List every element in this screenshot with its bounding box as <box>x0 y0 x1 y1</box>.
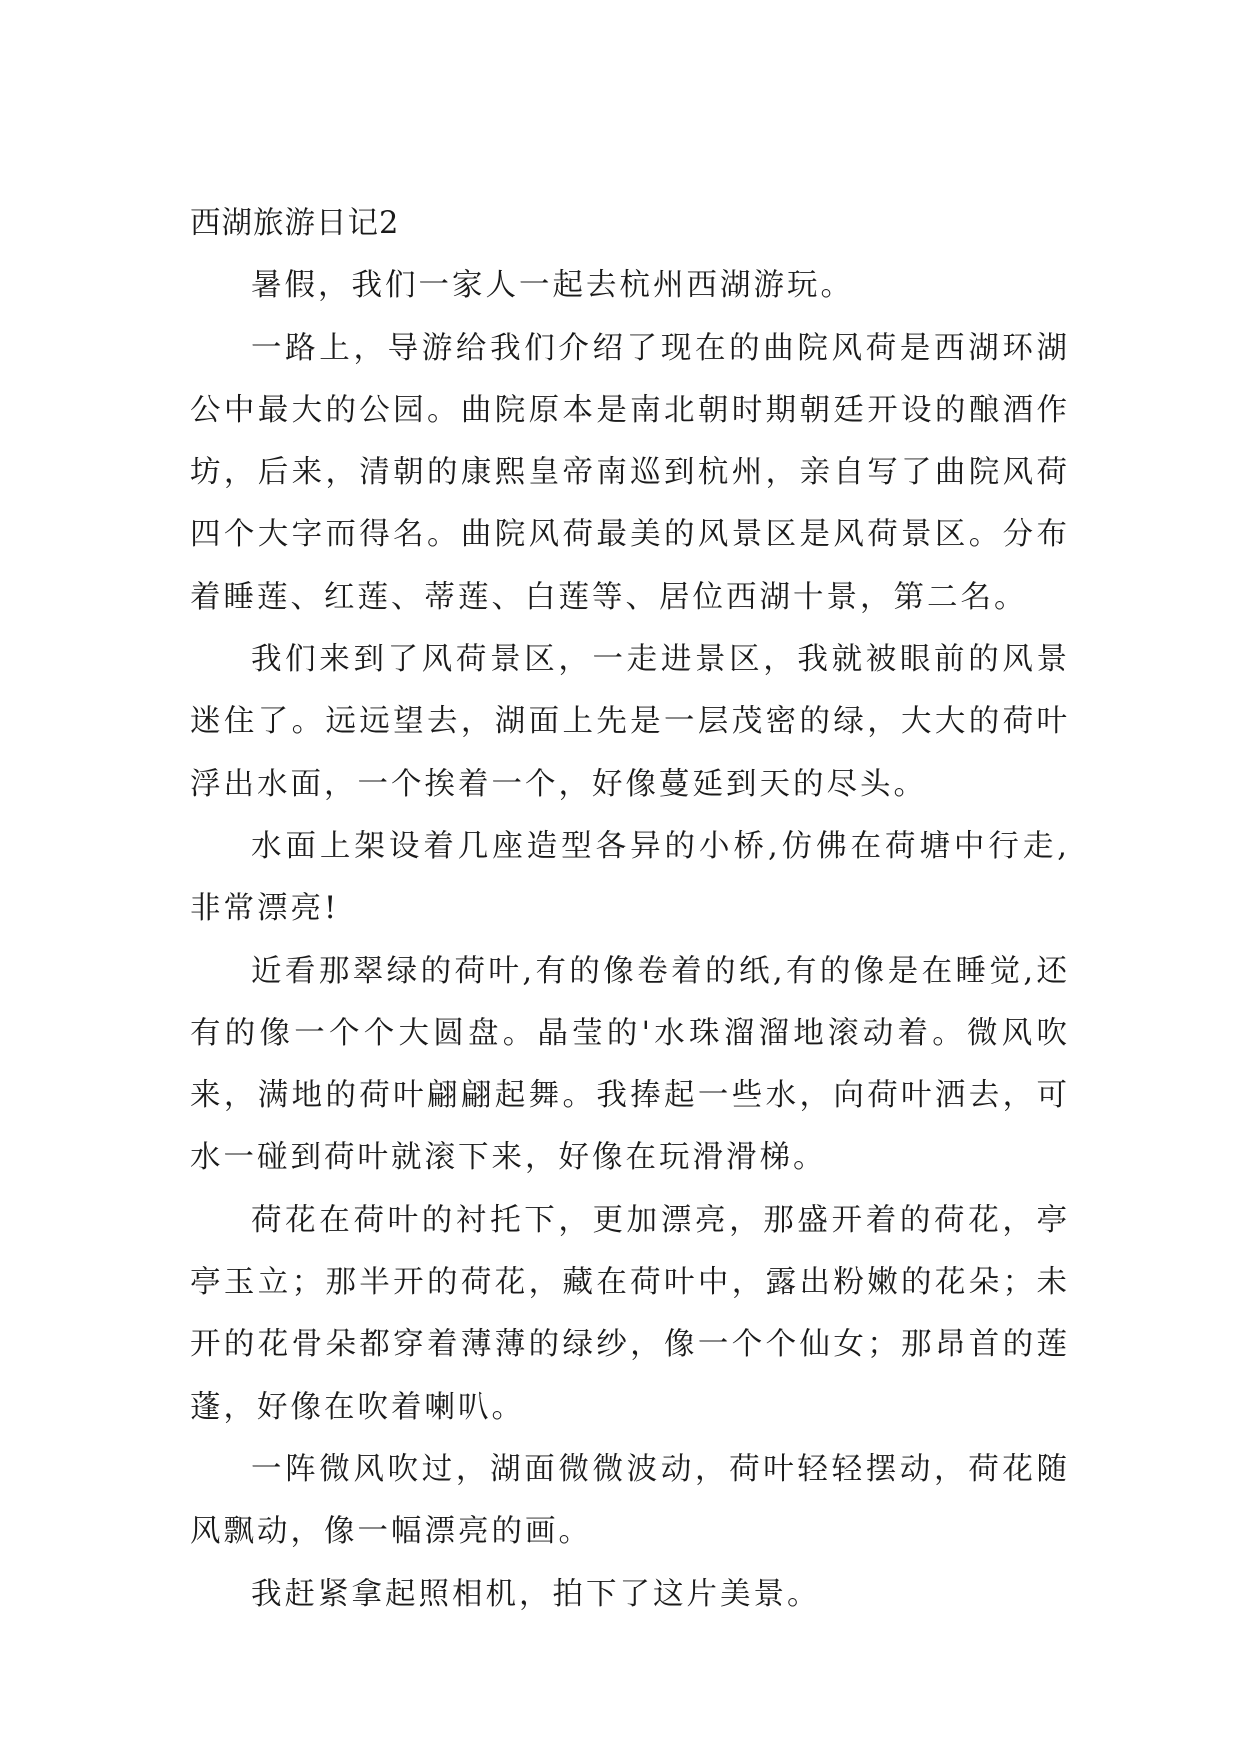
paragraph-4: 水面上架设着几座造型各异的小桥,仿佛在荷塘中行走,非常漂亮! <box>190 828 1070 927</box>
paragraph-6: 荷花在荷叶的衬托下，更加漂亮，那盛开着的荷花，亭亭玉立；那半开的荷花，藏在荷叶中，露出粉嫩的花朵；未开的花骨朵都穿着薄薄的绿纱，像一个个仙女；那昂首的莲蓬，好像在吹着喇叭。 <box>190 1202 1070 1425</box>
paragraph-3: 我们来到了风荷景区，一走进景区，我就被眼前的风景迷住了。远远望去，湖面上先是一层茂密的绿，大大的荷叶浮出水面，一个挨着一个，好像蔓延到天的尽头。 <box>190 642 1070 802</box>
paragraph-8: 我赶紧拿起照相机，拍下了这片美景。 <box>251 1576 821 1612</box>
document-body <box>190 193 1070 1626</box>
paragraph-7: 一阵微风吹过，湖面微微波动，荷叶轻轻摆动，荷花随风飘动，像一幅漂亮的画。 <box>190 1451 1070 1550</box>
paragraph-2: 一路上，导游给我们介绍了现在的曲院风荷是西湖环湖公中最大的公园。曲院原本是南北朝时期朝廷开设的酿酒作坊，后来，清朝的康熙皇帝南巡到杭州，亲自写了曲院风荷四个大字而得名。曲院风荷最美的风景区是风荷景区。分布着睡莲、红莲、蒂莲、白莲等、居位西湖十景，第二名。 <box>190 330 1070 615</box>
document-title: 西湖旅游日记2 <box>190 206 400 241</box>
paragraph-1: 暑假，我们一家人一起去杭州西湖游玩。 <box>251 268 854 304</box>
paragraph-5: 近看那翠绿的荷叶,有的像卷着的纸,有的像是在睡觉,还有的像一个个大圆盘。晶莹的'水珠溜溜地滚动着。微风吹来，满地的荷叶翩翩起舞。我捧起一些水，向荷叶洒去，可水一碰到荷叶就滚下来，好像在玩滑滑梯。 <box>190 953 1070 1176</box>
